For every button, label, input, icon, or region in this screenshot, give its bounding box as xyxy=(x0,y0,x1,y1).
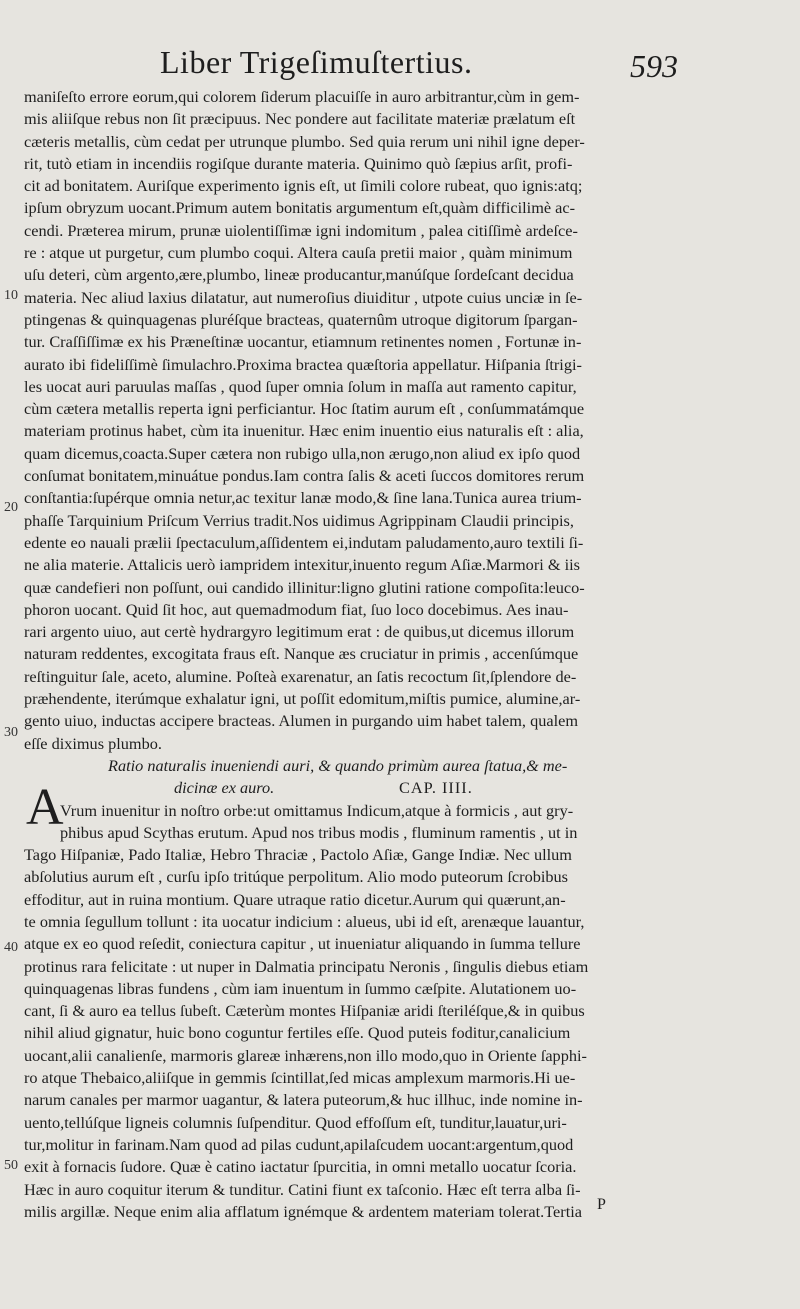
text-line: maniſeſto errore eorum,qui colorem ſiderum placuiſſe in auro arbitrantur,cùm in gem- xyxy=(24,87,580,106)
text-line: conſtantia:ſupérque omnia netur,ac texitur lanæ modo,& ſine lana.Tunica aurea trium- xyxy=(24,488,582,508)
line-number-20: 20 xyxy=(4,500,18,515)
text-line: ne alia materie. Attalicis uerò iampridem intexitur,inuento regum Aſiæ.Marmori & iis xyxy=(24,555,580,575)
line-number-50: 50 xyxy=(4,1158,18,1173)
chapter-text-line: exit à fornacis ſudore. Quæ è catino iactatur ſpurcitia, in omni metallo uocatur ſcoria. xyxy=(24,1157,577,1177)
chapter-text-line: atque ex eo quod reſedit, coniectura capitur , ut inueniatur aliquando in ſumma tellure xyxy=(24,934,581,954)
text-line: mis aliiſque rebus non ſit præcipuus. Nec pondere aut facilitate materiæ prælatum eſt xyxy=(24,109,576,129)
text-line: cæteris metallis, cùm cedat per utrunque plumbo. Sed quia rerum uni nihil igne deper- xyxy=(24,131,585,151)
text-line: reſtinguitur ſale, aceto, alumine. Poſteà exarenatur, an ſatis recoctum ſit,ſplendore de- xyxy=(24,666,577,686)
text-line: les uocat auri paruulas maſſas , quod ſuper omnia ſolum in maſſa aut ramento capitur, xyxy=(24,376,577,396)
chapter-number: CAP. IIII. xyxy=(399,778,473,798)
chapter-text-line: uento,tellúſque ligneis columnis ſuſpenditur. Quod effoſſum eſt, tunditur,lauatur,uri- xyxy=(24,1112,567,1132)
text-line: præhendente, iterúmque exhalatur igni, ut poſſit edomitum,miſtis pumice, alumine,ar- xyxy=(24,689,581,709)
chapter-text-line: te omnia ſegullum tollunt : ita uocatur indicium : alueus, ubi id eſt, arenæque lauantur, xyxy=(24,911,585,931)
chapter-heading-continued xyxy=(24,777,784,799)
line-number-30: 30 xyxy=(4,725,18,740)
text-line: materia. Nec aliud laxius dilatatur, aut numeroſius diuiditur , utpote cuius unciæ in ſe- xyxy=(24,287,583,307)
text-line: quam dicemus,coacta.Super cætera non rubigo ulla,non ærugo,non aliud ex ipſo quod xyxy=(24,443,581,463)
text-line: rit, tutò etiam in incendiis rogiſque durante materia. Quinimo quò ſæpius arſit, profi- xyxy=(24,153,573,173)
text-line: ipſum obryzum uocant.Primum autem bonitatis argumentum eſt,quàm difficilimè ac- xyxy=(24,198,576,218)
chapter-text-line: phibus apud Scythas erutum. Apud nos tribus modis , fluminum ramentis , ut in xyxy=(60,822,578,842)
text-line: ptingenas & quinquagenas pluréſque bracteas, quaternûm utroque digitorum ſpargan- xyxy=(24,309,578,329)
text-line: gento uiuo, inductas accipere bracteas. Alumen in purgando uim habet talem, qualem xyxy=(24,711,578,731)
chapter-text-line: narum canales per marmor uagantur, & latera puteorum,& huc illhuc, inde nomine in- xyxy=(24,1090,583,1110)
text-line: naturam reddentes, excogitata fraus eſt. Nanque æs cruciatur in primis , accenſúmque xyxy=(24,644,579,664)
line-number-10: 10 xyxy=(4,288,18,303)
text-line: re : atque ut purgetur, cum plumbo coqui. Altera cauſa pretii maior , quàm minimum xyxy=(24,243,573,263)
drop-cap: A xyxy=(26,779,64,836)
running-title: Liber Trigeſimuſtertius. xyxy=(160,44,473,80)
text-line: cendi. Præterea mirum, prunæ uiolentiſſimæ igni indomitum , palea citiſſimè ardeſce- xyxy=(24,220,578,240)
chapter-text-line: Tago Hiſpaniæ, Pado Italiæ, Hebro Thraciæ , Pactolo Aſiæ, Gange Indiæ. Nec ullum xyxy=(24,845,572,865)
text-line: eſſe diximus plumbo. xyxy=(24,733,162,753)
text-line: cùm cætera metallis reperta igni perficiantur. Hoc ſtatim aurum eſt , conſummatámque xyxy=(24,399,585,419)
text-line: quæ candefieri non poſſunt, oui candido illinitur:ligno glutini ratione compoſita:leuco- xyxy=(24,577,585,597)
chapter-text-line: effoditur, aut in ruina montium. Quare utraque ratio dicetur.Aurum qui quærunt,an- xyxy=(24,889,566,909)
line-number-40: 40 xyxy=(4,940,18,955)
chapter-text-line: nihil aliud gignatur, huic bono coguntur fertiles eſſe. Quod puteis foditur,canalicium xyxy=(24,1023,571,1043)
chapter-text-line: quinquagenas libras fundens , cùm iam inuentum in ſummo cæſpite. Alutationem uo- xyxy=(24,978,577,998)
chapter-text-line: milis argillæ. Neque enim alia afflatum ignémque & ardentem materiam tolerat.Tertia xyxy=(24,1201,582,1221)
page-number: 593 xyxy=(630,48,678,84)
text-line: aurato ibi fideliſſimè ſimulachro.Proxima bractea quæſtoria appellatur. Hiſpania ſtrigi- xyxy=(24,354,582,374)
text-line: rari argento uiuo, aut certè hydrargyro legitimum erat : de quibus,ut dicemus illorum xyxy=(24,622,575,642)
chapter-text-line: abſolutius aurum eſt , curſu ipſo tritúque perpolitum. Alio modo puteorum ſcrobibus xyxy=(24,867,568,887)
chapter-text-line: cant, ſi & auro ea tellus ſubeſt. Cæterùm montes Hiſpaniæ aridi ſteriléſque,& in quibus xyxy=(24,1001,585,1021)
chapter-text-line: protinus rara felicitate : ut nuper in Dalmatia principatu Neronis , ſingulis diebus etiam xyxy=(24,956,589,976)
text-line: materiam protinus habet, cùm ita inuenitur. Hæc enim inuentio eius naturalis eſt : alia, xyxy=(24,421,584,441)
chapter-text-line: tur,molitur in farinam.Nam quod ad pilas cudunt,apilaſcudem uocant:argentum,quod xyxy=(24,1134,574,1154)
signature-mark: P xyxy=(597,1196,606,1213)
chapter-text-line: ro atque Thebaico,aliiſque in gemmis ſcintillat,ſed micas amplexum marmoris.Hi ue- xyxy=(24,1068,576,1088)
text-line: uſu deteri, cùm argento,ære,plumbo, lineæ producantur,manúſque ſordeſcant decidua xyxy=(24,265,574,285)
text-line: phoron uocant. Quid ſit hoc, aut quemadmodum fiat, ſuo loco docebimus. Aes inau- xyxy=(24,599,569,619)
chapter-text-line: Hæc in auro coquitur iterum & tunditur. Catini fiunt ex taſconio. Hæc eſt terra alba ſi- xyxy=(24,1179,581,1199)
text-line: cit ad bonitatem. Auriſque experimento ignis eſt, ut ſimili colore rubeat, quo ignis:atq; xyxy=(24,176,583,196)
chapter-text-line: Vrum inuenitur in noſtro orbe:ut omittamus Indicum,atque à formicis , aut gry- xyxy=(60,800,574,820)
chapter-text-line: uocant,alii canalienſe, marmoris glareæ inhærens,non illo modo,quo in Oriente ſapphi- xyxy=(24,1045,587,1065)
chapter-heading-line2: dicinæ ex auro. xyxy=(174,778,275,798)
text-line: edente eo nauali prælii ſpectaculum,aſſidentem ei,indutam paludamento,auro textili ſi- xyxy=(24,532,584,552)
text-line: conſumat bonitatem,minuátue pondus.Iam contra ſalis & aceti ſuccos domitores rerum xyxy=(24,466,585,486)
chapter-heading: Ratio naturalis inueniendi auri, & quando primùm aurea ſtatua,& me- xyxy=(108,755,568,775)
page-header xyxy=(0,38,800,88)
text-line: phaſſe Tarquinium Priſcum Verrius tradit.Nos uidimus Agrippinam Claudii principis, xyxy=(24,510,574,530)
main-text xyxy=(24,86,784,1223)
text-line: tur. Craſſiſſimæ ex his Præneſtinæ uocantur, etiamnum retinentes nomen , Fortunæ in- xyxy=(24,332,582,352)
